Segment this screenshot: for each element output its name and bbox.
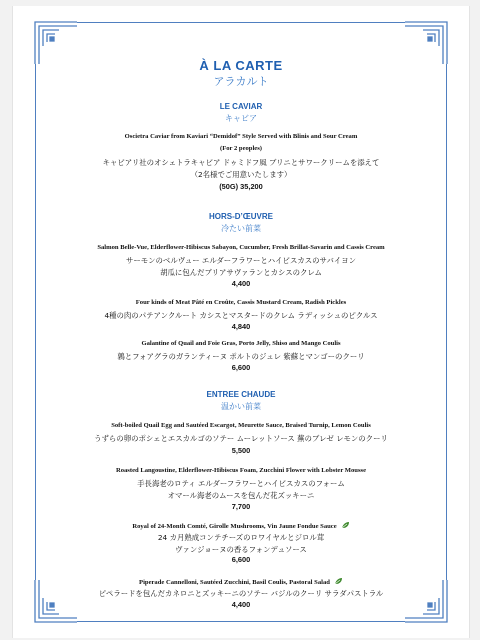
dish-name: Royal of 24-Month Comté, Girolle Mushrooms, Vin Jaune Fondue Sauce: [132, 523, 337, 530]
dish-jp: 鶉とフォアグラのガランティーヌ ポルトのジュレ 紫蘇とマンゴーのクーリ: [117, 352, 365, 361]
frame-left: [35, 64, 36, 580]
page-title-jp: アラカルト: [213, 75, 269, 88]
dish-price: 5,500: [231, 446, 251, 455]
dish-name: Galantine of Quail and Foie Gras, Porto Jelly, Shiso and Mango Coulis: [141, 340, 341, 347]
dish-name: Salmon Belle-Vue, Elderflower-Hibiscus Sabayon, Cucumber, Fresh Brillat-Savarin and Cassis Cream: [97, 244, 385, 251]
menu-page: [12, 6, 470, 638]
leaf-icon: [341, 521, 350, 529]
leaf-icon: [334, 577, 343, 585]
dish-name: Oscietra Caviar from Kaviari “Demidof” Style Served with Blinis and Sour Cream: [124, 133, 358, 140]
section-title-hors-doeuvre: HORS-D’ŒUVRE: [208, 212, 273, 221]
dish-name: Four kinds of Meat Pâté en Croûte, Cassis Mustard Cream, Radish Pickles: [135, 299, 347, 306]
frame-top: [77, 22, 405, 23]
dish-jp: ピペラードを包んだカネロニとズッキーニのソテー バジルのクーリ サラダパストラル: [98, 589, 384, 598]
dish-price: 4,400: [231, 279, 251, 288]
dish-price: 4,840: [231, 322, 251, 331]
dish-price: 4,400: [231, 600, 251, 609]
dish-name-row: [39, 521, 443, 530]
section-title-entree-chaude-jp: 温かい前菜: [221, 402, 261, 411]
frame-bottom: [77, 621, 405, 622]
dish-jp-line2: ヴァンジョーヌの香るフォンデュソース: [175, 545, 307, 554]
dish-jp: 手長海老のロティ エルダーフラワーとハイビスカスのフォーム: [137, 479, 345, 488]
frame-right: [446, 64, 447, 580]
dish-jp: サーモンのベルヴュー エルダーフラワーとハイビスカスのサバイヨン: [125, 256, 357, 265]
dish-price: (50G) 35,200: [219, 182, 263, 191]
dish-name: Piperade Cannelloni, Sautéed Zucchini, Basil Coulis, Pastoral Salad: [139, 579, 330, 586]
dish-jp: 4種の肉のパテアンクルート カシスとマスタードのクレム ラディッシュのピクルス: [104, 311, 378, 320]
dish-jp: 24 カ月熟成コンテチーズのロワイヤルとジロル茸: [157, 533, 325, 542]
dish-jp: うずらの卵のポシェとエスカルゴのソテー ムーレットソース 蕪のブレゼ レモンのクーリ: [94, 434, 388, 443]
section-title-hors-doeuvre-jp: 冷たい前菜: [221, 224, 261, 233]
dish-note: (For 2 peoples): [220, 145, 262, 152]
dish-name-row: [39, 577, 443, 586]
page-title: À LA CARTE: [199, 58, 283, 73]
dish-name: Soft-boiled Quail Egg and Sautéed Escargot, Meurette Sauce, Braised Turnip, Lemon Coulis: [111, 422, 371, 429]
section-title-entree-chaude: ENTREE CHAUDE: [206, 390, 276, 399]
dish-price: 7,700: [231, 502, 251, 511]
dish-jp-line2: 胡瓜に包んだブリアサヴァランとカシスのクレム: [160, 268, 322, 277]
dish-name: Roasted Langoustine, Elderflower-Hibiscus Foam, Zucchini Flower with Lobster Mousse: [115, 467, 367, 474]
dish-price: 6,600: [231, 555, 251, 564]
dish-jp: キャビアリ社のオシェトラキャビア ドゥミドフ風 ブリニとサワークリームを添えて: [102, 158, 380, 167]
section-title-caviar: LE CAVIAR: [219, 102, 263, 111]
dish-jp-line2: （2名様でご用意いたします）: [190, 170, 292, 179]
dish-price: 6,600: [231, 363, 251, 372]
section-title-caviar-jp: キャビア: [225, 114, 257, 123]
dish-jp-line2: オマール海老のムースを包んだ花ズッキーニ: [167, 491, 315, 500]
